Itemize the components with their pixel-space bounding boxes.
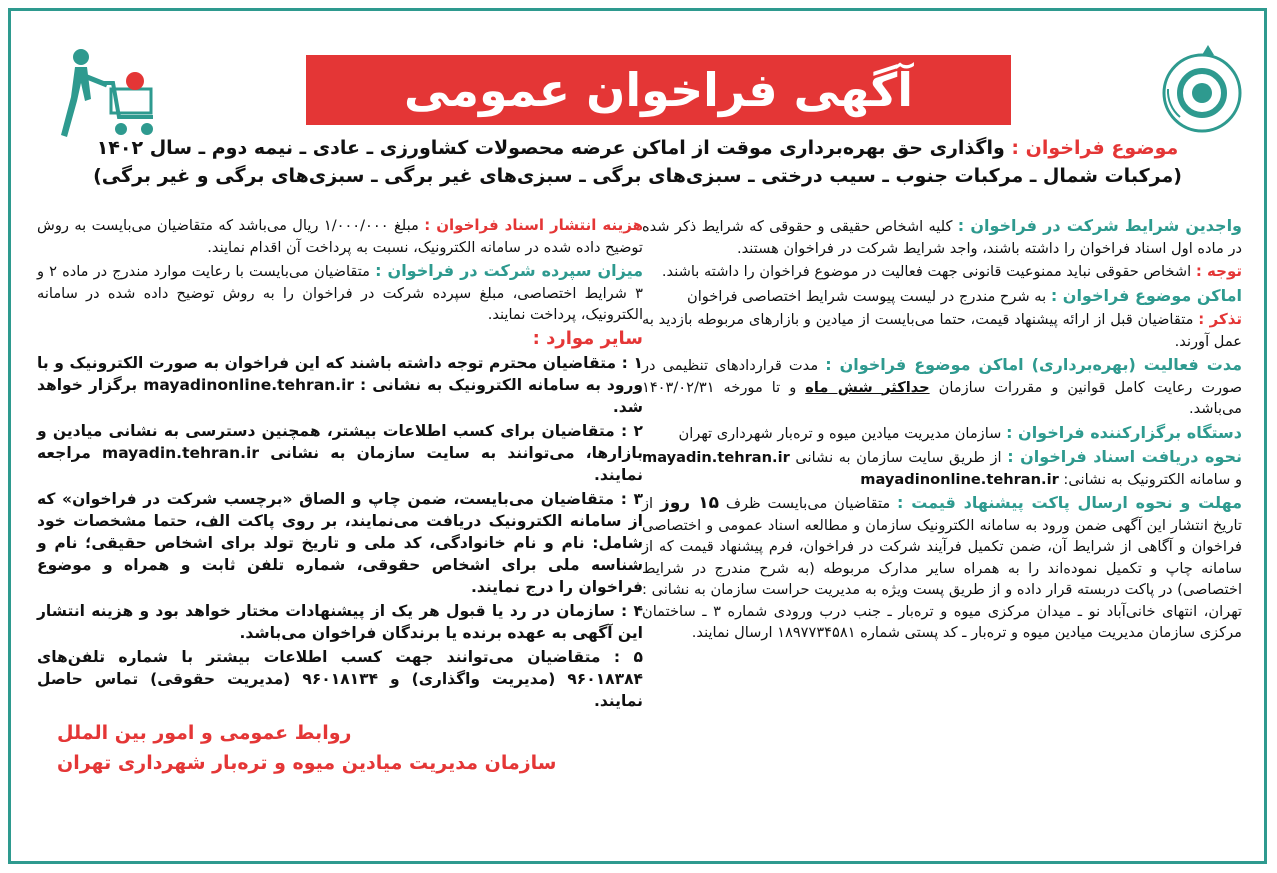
banner-title: آگهی فراخوان عمومی: [403, 63, 914, 117]
note-label: توجه :: [1195, 262, 1242, 280]
right-column: [642, 215, 1242, 646]
organizer-label: دستگاه برگزارکننده فراخوان :: [1006, 422, 1242, 442]
signature-block: [37, 718, 643, 778]
subject: [33, 134, 1242, 190]
other-label: سایر موارد :: [532, 327, 643, 349]
item5: ۵ : متقاضیان می‌توانند جهت کسب اطلاعات بیشتر با شماره تلفن‌های ۹۶۰۱۸۳۸۴ (مدیریت واگذاری) و ۹۶۰۱۸۱۳۴ (مدیریت حقوقی) تماس حاصل نمایند.: [37, 648, 643, 710]
duration-text-b: و تا مورخه ۱۴۰۳/۰۲/۳۱ می‌باشد.: [642, 378, 1242, 417]
deadline-text-b: از تاریخ انتشار این آگهی ضمن ورود به سامانه الکترونیک سازمان و مطالعه اسناد عمومی و اختصاصی فراخوان و آگاهی از شرایط آن، ضمن تکمیل فرآیند شرکت در فراخوان، فرم پیشنهاد قیمت که از سامانه چاپ و تکمیل نموده‌اند را به همراه سایر مدارک مربوطه (به شرح مندرج در شرایط اختصاصی) در پاکت دربسته قرار داده و از طریق پست ویژه به مدیریت حراست سازمان به نشانی : تهران، انتهای خانی‌آباد نو ـ میدان مرکزی میوه و تره‌بار ـ جنب درب ورودی شماره ۳ ـ ساختمان مرکزی سازمان مدیریت میادین میوه و تره‌بار ـ کد پستی شماره ۱۸۹۷۷۳۴۵۸۱ ارسال نمایند.: [642, 495, 1242, 641]
eligibility-text: کلیه اشخاص حقیقی و حقوقی که شرایط ذکر شده در ماده اول اسناد فراخوان را داشته باشند، واجد شرایط شرکت در فراخوان هستند.: [642, 218, 1242, 257]
duration-bold: حداکثر شش ماه: [805, 378, 930, 396]
item2-b: مراجعه نمایند.: [37, 444, 643, 484]
docs-text-a: از طریق سایت سازمان به نشانی: [795, 449, 1002, 466]
subject-line2: (مرکبات شمال ـ مرکبات جنوب ـ سیب درختی ـ سبزی‌های برگی ـ سبزی‌های غیر برگی ـ سبزی‌های برگی و غیر برگی): [93, 165, 1182, 187]
eligibility-label: واجدین شرایط شرکت در فراخوان :: [957, 216, 1243, 235]
subject-label: موضوع فراخوان :: [1011, 137, 1179, 159]
reminder-label: تذکر :: [1198, 310, 1242, 328]
docs-site1-link[interactable]: mayadin.tehran.ir: [642, 449, 790, 466]
deposit-label: میزان سپرده شرکت در فراخوان :: [375, 261, 644, 280]
signature-line2: سازمان مدیریت میادین میوه و تره‌بار شهرداری تهران: [57, 752, 557, 774]
notice-frame: [8, 8, 1267, 864]
deadline-label: مهلت و نحوه ارسال پاکت پیشنهاد قیمت :: [897, 493, 1243, 512]
item1-b: برگزار خواهد شد.: [37, 376, 643, 416]
docs-site2-link[interactable]: mayadinonline.tehran.ir: [860, 470, 1059, 488]
tehran-municipality-logo: [1154, 41, 1244, 141]
cost-text: مبلغ ۱/۰۰۰/۰۰۰ ریال می‌باشد که متقاضیان می‌بایست به روش توضیح داده شده در سامانه الکترونیک، نسبت به پرداخت آن اقدام نمایند.: [37, 217, 643, 256]
duration-text-a: مدت قراردادهای تنظیمی در صورت رعایت کامل قوانین و مقررات سازمان: [642, 357, 1242, 396]
deadline-days: ۱۵ روز: [659, 493, 719, 513]
duration-label: مدت فعالیت (بهره‌برداری) اماکن موضوع فراخوان :: [825, 355, 1242, 374]
docs-label: نحوه دریافت اسناد فراخوان :: [1007, 447, 1243, 466]
cost-label: هزینه انتشار اسناد فراخوان :: [424, 216, 644, 234]
item1-a: ۱ : متقاضیان محترم توجه داشته باشند که این فراخوان به صورت الکترونیک و با ورود به سامانه الکترونیک به نشانی :: [37, 354, 644, 394]
deadline-text-a: متقاضیان می‌بایست ظرف: [725, 495, 891, 512]
item2-a: ۲ : متقاضیان برای کسب اطلاعات بیشتر، همچنین دسترسی به نشانی میادین و بازارها، می‌توانند به سایت سازمان به نشانی: [37, 422, 643, 462]
reminder-text: متقاضیان قبل از ارائه پیشنهاد قیمت، حتما می‌بایست از میادین و بازارهای مربوطه بازدید به عمل آورند.: [642, 311, 1242, 350]
organizer-text: سازمان مدیریت میادین میوه و تره‌بار شهرداری تهران: [678, 424, 1002, 442]
left-column: [37, 215, 643, 778]
item2-site-link[interactable]: mayadin.tehran.ir: [102, 444, 260, 462]
note-text: اشخاص حقوقی نباید ممنوعیت قانونی جهت فعالیت در موضوع فراخوان را داشته باشند.: [661, 263, 1192, 280]
places-text: به شرح مندرج در لیست پیوست شرایط اختصاصی فراخوان: [687, 287, 1047, 305]
deposit-text: متقاضیان می‌بایست با رعایت موارد مندرج در ماده ۲ و ۳ شرایط اختصاصی، مبلغ سپرده شرکت در فراخوان را به روش توضیح داده شده در سامانه الکترونیک، پرداخت نمایند.: [37, 263, 643, 323]
banner: [306, 55, 1011, 125]
item3: ۳ : متقاضیان می‌بایست، ضمن چاپ و الصاق «برچسب شرکت در فراخوان» که از سامانه الکترونیک دریافت می‌نمایند، بر روی پاکت الف، حتما مشخصات خود شامل: نام و نام خانوادگی، کد ملی و تاریخ تولد برای اشخاص حقیقی؛ نام و شناسه ملی برای اشخاص حقوقی، شماره تلفن ثابت و همراه و موضوع فراخوان را درج نمایند.: [37, 490, 643, 596]
item4: ۴ : سازمان در رد یا قبول هر یک از پیشنهادات مختار خواهد بود و هزینه انتشار این آگهی به عهده برنده یا برندگان فراخوان می‌باشد.: [37, 602, 643, 642]
subject-line1: واگذاری حق بهره‌برداری موقت از اماکن عرضه محصولات کشاورزی ـ عادی ـ نیمه دوم ـ سال ۱۴۰۲: [96, 137, 1005, 159]
shopping-cart-icon: [53, 47, 163, 142]
item1-site-link[interactable]: mayadinonline.tehran.ir: [143, 376, 355, 394]
docs-text-b: و سامانه الکترونیک به نشانی:: [1063, 470, 1242, 488]
signature-line1: روابط عمومی و امور بین الملل: [57, 722, 352, 744]
places-label: اماکن موضوع فراخوان :: [1050, 285, 1242, 305]
